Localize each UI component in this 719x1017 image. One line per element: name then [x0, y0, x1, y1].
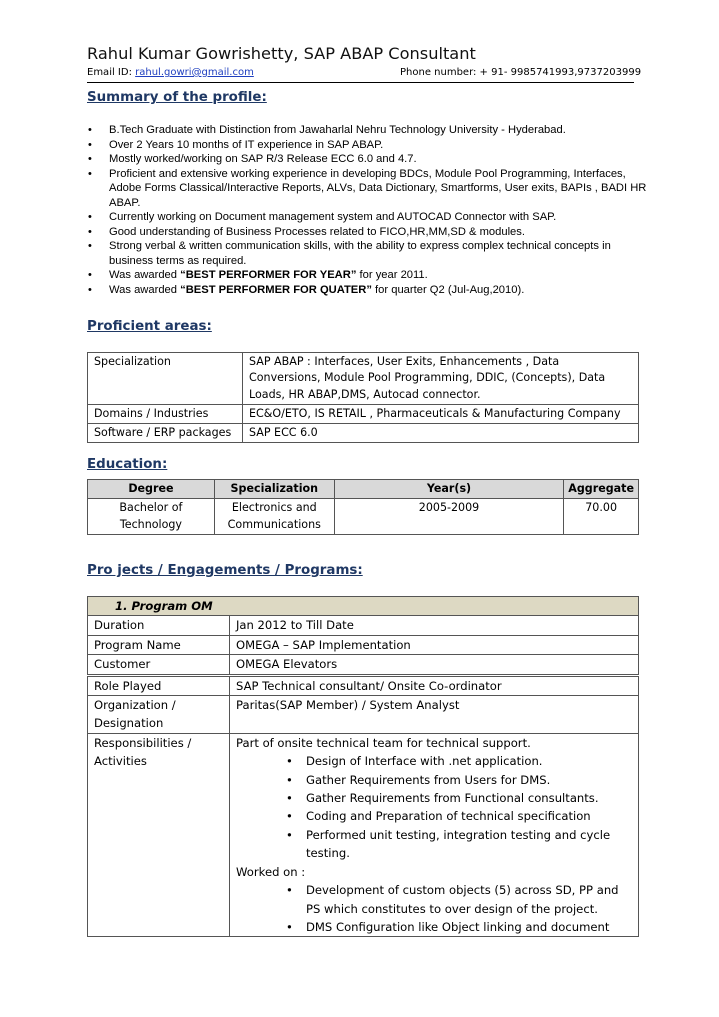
summary-item: • Mostly worked/working on SAP R/3 Release ECC 6.0 and 4.7. — [87, 152, 657, 167]
column-header-specialization: Specialization — [214, 480, 334, 499]
project-value: OMEGA Elevators — [230, 655, 639, 675]
proficient-label: Specialization — [88, 353, 243, 405]
summary-item: • B.Tech Graduate with Distinction from Jawaharlal Nehru Technology University - Hyderabad. — [87, 123, 657, 138]
list-item: • Gather Requirements from Functional consultants. — [306, 789, 632, 807]
proficient-label: Domains / Industries — [88, 404, 243, 423]
table-row — [88, 424, 639, 443]
project-value: SAP Technical consultant/ Onsite Co-ordinator — [230, 675, 639, 695]
table-row — [88, 696, 639, 734]
project-label: Program Name — [88, 635, 230, 654]
column-header-years: Year(s) — [334, 480, 564, 499]
proficient-table — [87, 352, 639, 443]
phone-number: Phone number: + 91- 9985741993,9737203999 — [400, 67, 642, 78]
specialization-cell: Electronics and Communications — [214, 499, 334, 535]
responsibilities-label: Responsibilities / Activities — [88, 733, 230, 936]
worked-on-list — [236, 881, 632, 936]
table-row — [88, 616, 639, 635]
project-value: Paritas(SAP Member) / System Analyst — [230, 696, 639, 734]
award-title: “BEST PERFORMER FOR YEAR” — [180, 269, 357, 281]
summary-award-year — [87, 268, 657, 283]
program-title: 1. Program OM — [88, 597, 639, 616]
list-item: • Design of Interface with .net application. — [306, 752, 632, 770]
summary-award-quarter — [87, 283, 657, 298]
program-title-row — [88, 597, 639, 616]
list-item: • Development of custom objects (5) across SD, PP and PS which constitutes to over design of the project. — [306, 881, 632, 918]
education-heading: Education: — [87, 457, 168, 472]
award-suffix: for year 2011. — [356, 269, 428, 281]
summary-item: • Strong verbal & written communication skills, with the ability to express complex technical concepts in business terms as required. — [87, 239, 657, 268]
list-item: • Gather Requirements from Users for DMS. — [306, 771, 632, 789]
proficient-heading: Proficient areas: — [87, 319, 212, 334]
project-label: Organization / Designation — [88, 696, 230, 734]
project-label: Role Played — [88, 675, 230, 695]
email-label: Email ID: — [87, 67, 136, 78]
award-title: “BEST PERFORMER FOR QUATER” — [180, 283, 372, 296]
summary-item: • Proficient and extensive working experience in developing BDCs, Module Pool Programming, Interfaces, Adobe Forms Classical/Interactive Reports, ALVs, Data Dictionary, Smartforms, User exits, BAPIs , BADI HR ABAP. — [87, 167, 657, 211]
table-header-row — [88, 480, 639, 499]
summary-heading: Summary of the profile: — [87, 90, 267, 105]
proficient-value: EC&O/ETO, IS RETAIL , Pharmaceuticals & Manufacturing Company — [243, 404, 639, 423]
summary-list — [87, 123, 657, 297]
aggregate-cell: 70.00 — [564, 499, 639, 535]
proficient-label: Software / ERP packages — [88, 424, 243, 443]
project-label: Duration — [88, 616, 230, 635]
list-item: • Performed unit testing, integration testing and cycle testing. — [306, 826, 632, 863]
list-item: • DMS Configuration like Object linking and document — [306, 918, 632, 936]
responsibilities-cell — [230, 733, 639, 936]
proficient-value: SAP ECC 6.0 — [243, 424, 639, 443]
project-value: OMEGA – SAP Implementation — [230, 635, 639, 654]
table-row — [88, 635, 639, 654]
projects-heading: Pro jects / Engagements / Programs: — [87, 563, 363, 578]
award-prefix: Was awarded — [109, 269, 181, 281]
resume-title: Rahul Kumar Gowrishetty, SAP ABAP Consultant — [87, 44, 476, 63]
responsibilities-intro: Part of onsite technical team for technical support. — [236, 735, 531, 750]
summary-item: • Over 2 Years 10 months of IT experience in SAP ABAP. — [87, 138, 657, 153]
education-table — [87, 479, 639, 535]
contact-line — [87, 67, 642, 83]
degree-cell: Bachelor of Technology — [88, 499, 215, 535]
table-row — [88, 499, 639, 535]
responsibilities-list — [236, 752, 632, 862]
worked-on-label: Worked on : — [236, 864, 306, 879]
project-label: Customer — [88, 655, 230, 675]
column-header-degree: Degree — [88, 480, 215, 499]
award-prefix: Was awarded — [109, 283, 181, 296]
summary-item: • Good understanding of Business Processes related to FICO,HR,MM,SD & modules. — [87, 225, 657, 240]
table-row — [88, 353, 639, 405]
list-item: • Coding and Preparation of technical specification — [306, 807, 632, 825]
table-row — [88, 404, 639, 423]
projects-table — [87, 596, 639, 937]
award-suffix: for quarter Q2 (Jul-Aug,2010). — [371, 283, 525, 296]
years-cell: 2005-2009 — [334, 499, 564, 535]
table-row — [88, 675, 639, 695]
summary-item: • Currently working on Document management system and AUTOCAD Connector with SAP. — [87, 210, 657, 225]
table-row — [88, 733, 639, 936]
proficient-value: SAP ABAP : Interfaces, User Exits, Enhancements , Data Conversions, Module Pool Programming, DDIC, (Concepts), Data Loads, HR ABAP,DMS, Autocad connector. — [243, 353, 639, 405]
column-header-aggregate: Aggregate — [564, 480, 639, 499]
email-link[interactable]: rahul.gowri@gmail.com — [135, 67, 254, 78]
project-value: Jan 2012 to Till Date — [230, 616, 639, 635]
table-row — [88, 655, 639, 675]
